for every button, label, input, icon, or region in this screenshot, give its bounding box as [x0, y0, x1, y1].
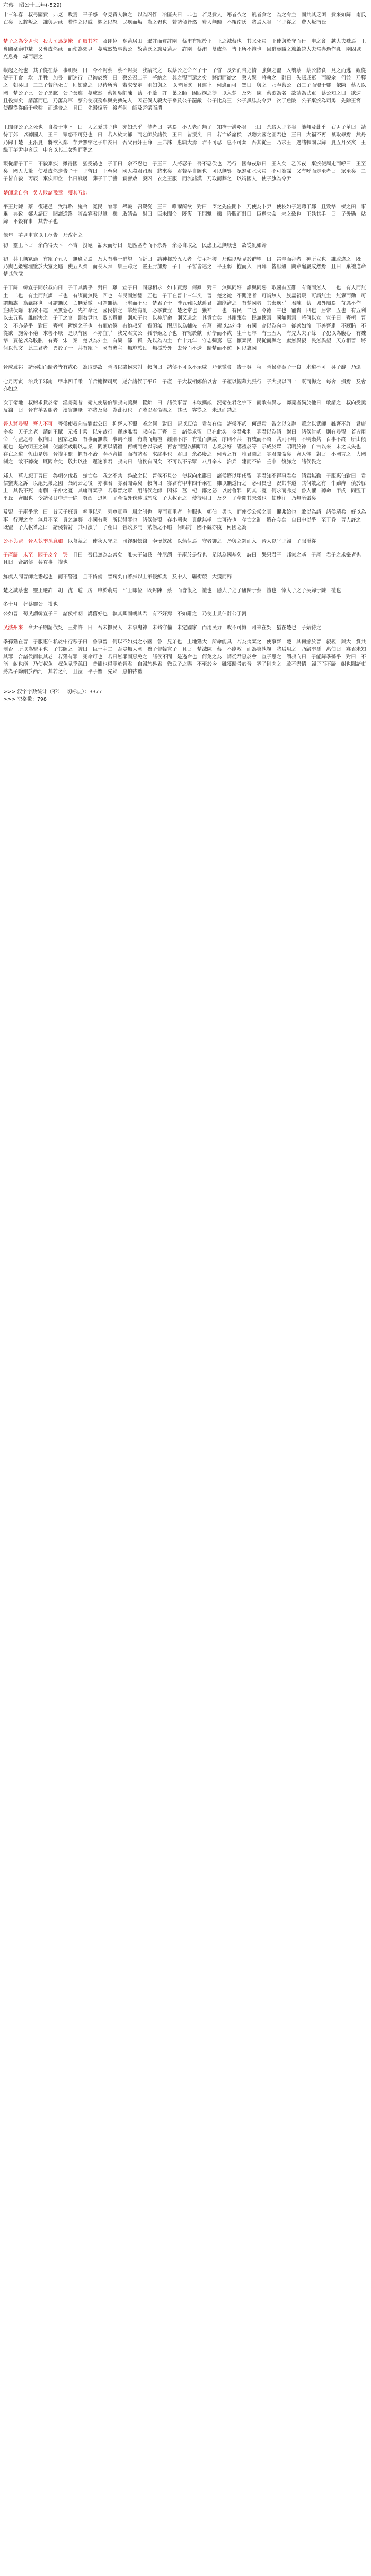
highlighted-text: 公不與盟 晉人執季孫意如 [3, 538, 68, 544]
paragraph [3, 587, 368, 595]
paragraph [3, 364, 368, 372]
paragraph [3, 38, 368, 61]
highlighted-text: 子產歸 未至 聞子皮卒 哭 [3, 552, 73, 559]
paragraph [3, 190, 368, 197]
document-body [3, 12, 371, 676]
paragraph-text: 觀從謂子干曰 不殺棄疾 雖得國 猶受禍也 子干曰 余不忍也 子玉曰 人將忍子 吾不忍俟也 乃行 國每夜駭曰 王入矣 乙卯夜 棄疾使周走而呼曰 王至矣 國人大驚 使蔓成然走告子干 子皙曰 王至矣 國人殺君司馬 將來矣 君若早自圖也 可以無辱 眾怒如水火焉 不可為謀 又有呼而走至者曰 眾至矣 二子皆自殺 丙辰 棄疾即位 名曰熊居 葬子干于訾 實訾敖 殺囚 衣之王服 而流諸漢 乃取而葬之 以靖國人 使子旗為令尹 [3, 161, 366, 182]
paragraph [3, 601, 368, 608]
paragraph-text: 季孫猶在晉 子服惠伯私於中行穆子曰 魯事晉 何以不如夷之小國 魯 兄弟也 土地猶大 所命能具 若為夷棄之 使事齊 楚 其何瘳於晉 親親 與大 賞共 罰否 所以為盟主也 子其圖之 諺曰 臣一主二 吾豈無大國 穆子告韓宣子 且曰 楚滅陳 蔡 不能救 而為夷執親 將焉用之 乃歸季孫 惠伯曰 寡君未知其罪 合諸侯而執其老 若猶有罪 死命可也 若曰無罪而惠免之 諸侯不聞 是逃命也 何免之為 請從君惠於會 宣子患之 謂叔向曰 子能歸季孫乎 對曰 不能 鮒也能 乃使叔魚 叔魚見季孫曰 昔鮒也得罪於晉君 自歸於魯君 微武子之賜 不至於今 雖獲歸骨於晉 猶子則肉之 敢不盡情 歸子而不歸 鮒也聞諸吏 將為子除館於西河 其若之何 且泣 平子懼 先歸 惠伯待禮 [3, 639, 371, 675]
paragraph-text: 十三年春 叔弓圍費 弗克 敗焉 平子怒 令見費人執之 以為囚俘 冶區夫曰 非也 若見費人 寒者衣之 飢者食之 為之令主 而共其乏困 費來如歸 南氏亡矣 民將叛之 誰與居邑 若憚之以威 懼之以怒 民疾而叛 為之聚也 若諸侯皆然 費人無歸 不親南氏 將焉入矣 平子從之 費人叛南氏 [3, 12, 366, 26]
paragraph-text: 冬十月 葬蔡靈公 禮也 [3, 601, 58, 607]
paragraph-text: 晉侯使叔向告劉獻公曰 抑齊人不盟 若之何 對曰 盟以厎信 君苟有信 諸侯不貳 何患焉 告之以文辭 董之以武師 雖齊不許 君庸多矣 天子之老 請帥王賦 元戎十乘 以先啟行 遲速唯君 叔向告于齊 曰 諸侯求盟 已在此矣 今君弗利 寡君以為請 對曰 諸侯討貳 則有尋盟 若皆用命 何盟之尋 叔向曰 國家之敗 有事而無業 事則不經 有業而無禮 經則不序 有禮而無威 序則不共 有威而不昭 共則不明 不明棄共 百事不終 所由傾覆也 是故明王之制 使諸侯歲聘以志業 間朝以講禮 再朝而會以示威 再會而盟以顯昭明 志業於好 講禮於等 示威於眾 昭明於神 自古以來 未之或失也 存亡之道 恆由是興 晉禮主盟 懼有不治 奉承齊犧 而布諸君 求終事也 君曰 余必廢之 何齊之有 唯君圖之 寡君聞命矣 齊人懼 對曰 小國言之 大國制之 敢不聽從 既聞命矣 敬共以往 遲速唯君 叔向曰 諸侯有間矣 不可以不示眾 八月辛未 治兵 建而不旆 壬申 復旆之 諸侯畏之 [3, 421, 366, 465]
paragraph [3, 509, 368, 532]
paragraph [3, 12, 368, 27]
paragraph [3, 538, 368, 545]
space-count-value: 798 [37, 696, 47, 702]
paragraph-text: 子干歸 韓宣子問於叔向曰 子干其濟乎 對曰 難 宣子曰 同惡相求 如市賈焉 何難 對曰 無與同好 誰與同惡 取國有五難 有寵而無人 一也 有人而無主 二也 有主而無謀 三也 有謀而無民 四也 有民而無德 五也 子干在晉十三年矣 晉 楚之從 不聞達者 可謂無人 族盡親叛 可謂無主 無釁而動 可謂無謀 為羈終世 可謂無民 亡無愛徵 可謂無德 王虐而不忌 楚君子干 涉五難以弒舊君 誰能濟之 有楚國者 其棄疾乎 君陳 蔡 城外屬焉 苛慝不作 盜賊伏隱 私欲不違 民無怨心 先神命之 國民信之 羋姓有亂 必季實立 楚之常也 獲神 一也 有民 二也 令德 三也 寵貴 四也 居常 五也 有五利以去五難 誰能害之 子干之官 則右尹也 數其貴寵 則庶子也 以神所命 則又遠之 其貴亡矣 其寵棄矣 民無懷焉 國無與焉 將何以立 宣子曰 齊桓 晉文 不亦是乎 對曰 齊桓 衛姬之子也 有寵於僖 有鮑叔牙 賓須無 隰朋以為輔佐 有莒 衛以為外主 有國 高以為內主 從善如流 下善齊肅 不藏賄 不從欲 施舍不倦 求善不厭 是以有國 不亦宜乎 我先君文公 狐季姬之子也 有寵於獻 好學而不貳 生十七年 有士五人 有先大夫子餘 子犯以為腹心 有魏犨 賈佗以為股肱 有齊 宋 秦 楚以為外主 有欒 郤 狐 先以為內主 亡十九年 守志彌篤 惠 懷棄民 民從而與之 獻無異親 民無異望 天方相晉 將何以代文 此二君者 異於子干 共有寵子 國有奧主 無施於民 無援於外 去晉而不送 歸楚而不逆 何以冀國 [3, 285, 366, 352]
paragraph [3, 232, 368, 240]
paragraph-text: 王聞群公子之死也 自投于車下 曰 人之愛其子也 亦如余乎 侍者曰 甚焉 小人老而無子 知擠于溝壑矣 王曰 余殺人子多矣 能無及此乎 右尹子革曰 請待于郊 以聽國人 王曰 眾怒不可犯也 曰 若入於大都 而乞師於諸侯 王曰 皆叛矣 曰 若亡於諸侯 以聽大國之圖君也 王曰 大福不再 祇取辱焉 然丹乃歸于楚 王沿夏 將欲入鄢 芋尹無宇之子申亥曰 吾父再奸王命 王弗誅 惠孰大焉 君不可忍 惠不可棄 吾其從王 乃求王 遇諸棘闈以歸 夏五月癸亥 王縊于芋尹申亥氏 申亥以其二女殉而葬之 [3, 125, 366, 153]
paragraph-text: 及盟 子產爭承 曰 昔天子班貢 輕重以列 列尊貢重 周之制也 卑而貢重者 甸服也 鄭伯 男也 而使從公侯之貢 懼弗給也 敢以為請 諸侯靖兵 好以為事 行理之命 無月不至 貢之無藝 小國有闕 所以得罪也 諸侯修盟 存小國也 貢獻無極 亡可待也 存亡之制 將在今矣 自日中以爭 至于昏 晉人許之 既盟 子大叔咎之曰 諸侯若討 其可瀆乎 子產曰 晉政多門 貳偷之不暇 何暇討 國不競亦陵 何國之為 [3, 509, 366, 531]
paragraph [3, 624, 368, 632]
paragraph-text: 楚之滅蔡也 靈王遷許 胡 沈 道 房 申於荊焉 平王即位 既封陳 蔡 而皆復之 禮也 隱大子之子廬歸于蔡 禮也 悼大子之子吳歸于陳 禮也 [3, 587, 341, 594]
paragraph-text: 晉成虒祁 諸侯朝而歸者皆有貳心 為取郠故 晉將以諸侯來討 叔向曰 諸侯不可以不示威 乃並徵會 告于吳 秋 晉侯會吳子于良 水道不可 吳子辭 乃還 [3, 365, 361, 371]
space-count-label: >>> 空格数： [3, 696, 38, 702]
paragraph-text: 初 共王無冢適 有寵子五人 無適立焉 乃大有事于群望 而祈曰 請神擇於五人者 使主社稷 乃偏以璧見於群望 曰 當璧而拜者 神所立也 誰敢違之 既 乃與巴姬密埋璧於大室之庭 使五人齊 而長入拜 康王跨之 靈王肘加焉 子干 子皙皆遠之 平王弱 抱而入 再拜 皆厭紐 鬬韋龜屬成然焉 且曰 棄禮違命 楚其危哉 [3, 256, 371, 278]
paragraph-text: 且曰 吾已無為為善矣 唯夫子知我 仲尼謂 子產於是行也 足以為國基矣 詩曰 樂只君子 邦家之基 子產 君子之求樂者也 且曰 合諸侯 藝貢事 禮也 [3, 552, 366, 566]
paragraph [3, 574, 368, 581]
char-count-value: 3377 [89, 689, 102, 695]
paragraph-text: 邾人 莒人愬于晉曰 魯朝夕伐我 幾亡矣 我之不共 魯故之以 晉侯不見公 使叔向來辭曰 諸侯將以甲戌盟 寡君知不得事君矣 請君無勤 子服惠伯對曰 君信蠻夷之訴 以絕兄弟之國 棄周公之後 亦唯君 寡君聞命矣 叔向曰 寡君有甲車四千乘在 雖以無道行之 必可畏也 況其率道 其何敵之有 牛雖瘠 僨於豚上 其畏不死 南蒯 子仲之憂 其庸可棄乎 若奉晉之眾 用諸侯之師 因邾 莒 杞 鄫之怒 以討魯罪 間其二憂 何求而弗克 魯人懼 聽命 甲戌 同盟于平丘 齊服也 令諸侯日中造于除 癸酉 退朝 子產命外僕速張於除 子大叔止之 使待明日 及夕 子產聞其未張也 使速往 乃無所張矣 [3, 473, 366, 502]
paragraph [3, 378, 371, 393]
paragraph-text: 以幕蒙之 使狄人守之 司鐸射懷錦 奉壺飲冰 以蒲伏焉 守者御之 乃與之錦而入 晉人以平子歸 子服湫從 [67, 538, 316, 544]
paragraph [3, 611, 368, 618]
paragraph [3, 473, 368, 503]
paragraph-text: 七月丙寅 治兵于邾南 甲車四千乘 羊舌鮒攝司馬 遂合諸侯于平丘 子產 子大叔相鄭伯以會 子產以幄幕九張行 子大叔以四十 既而悔之 每舍 損焉 及會 亦如之 [3, 378, 371, 392]
paragraph [3, 285, 368, 352]
highlighted-text: 楚子之為令尹也 殺大司馬薳掩 而取其室 [3, 39, 103, 45]
paragraph-text: 平王封陳 蔡 復遷邑 致群賂 施舍 寬民 宥罪 舉職 召觀從 王曰 唯爾所欲 對曰 臣之先佐開卜 乃使為卜尹 使枝如子躬聘于鄭 且致犨 櫟之田 事畢 弗致 鄭人請曰 聞諸道路 將命寡君以犨 櫟 敢請命 對曰 臣未聞命 既復 王問犨 櫟 降服而對曰 臣過失命 未之致也 王執其手 曰 子毋勤 姑歸 不穀有事 其告子也 [3, 204, 366, 225]
paragraph-text: 令尹子期請伐吳 王弗許 曰 吾未撫民人 未事鬼神 未脩守備 未定國家 而用民力 敗不可悔 州來在吳 猶在楚也 子姑待之 [28, 625, 322, 631]
paragraph [3, 124, 368, 154]
document-title: 左傳 昭公十三年(-529) [3, 3, 62, 8]
paragraph [3, 400, 368, 414]
paragraph-text: 觀起之死也 其子從在蔡 事朝吳 曰 今不封蔡 蔡不封矣 我請試之 以蔡公之命召子干 子皙 及郊而告之情 強與之盟 入襲蔡 蔡公將食 見之而逃 觀從使子干食 坎 用牲 加書 而速行 己徇於蔡 曰 蔡公召二子 將納之 與之盟而遣之矣 將師而從之 蔡人聚 將執之 辭曰 失賊成軍 而殺余 何益 乃釋之 朝吳曰 二三子若能死亡 則如違之 以待所濟 若求安定 則如與之 以濟所欲 且違上 何適而可 眾曰 與之 乃奉蔡公 召二子而盟于鄧 依陳 蔡人以國 楚公子比 公子黑肱 公子棄疾 蔓成然 蔡朝吳帥陳 蔡 不羹 許 葉之師 因四族之徒 以入楚 及郊 陳 蔡欲為名 故請為武軍 蔡公知之曰 欲速 且役病矣 請藩而已 乃藩為軍 蔡公使須務牟與史猈先入 因正僕人殺大子祿及公子罷敵 公子比為王 公子黑肱為令尹 次于魚陂 公子棄疾為司馬 先除王宮 使觀從從師于乾谿 而遂告之 且曰 先歸復所 後者劓 師及訾梁而潰 [3, 68, 366, 112]
paragraph [3, 242, 368, 250]
paragraph-text: 他年 芋尹申亥以王柩告 乃改葬之 [3, 233, 83, 239]
paragraph [3, 67, 368, 112]
paragraph [3, 161, 368, 183]
highlighted-text: 吳滅州來 [3, 625, 28, 631]
char-count-label: >>> 汉字字数统计（不计一切标点）： [3, 689, 90, 695]
paragraph-text: 初 靈王卜曰 余尚得天下 不吉 投龜 詬天而呼曰 是區區者而不余畀 余必自取之 民患王之無厭也 故從亂如歸 [3, 242, 267, 249]
stats-block [3, 689, 368, 703]
paragraph [3, 421, 368, 466]
space-count-line [3, 696, 368, 703]
char-count-line [3, 689, 368, 696]
paragraph-text: 次于衛地 叔鮒求貨於衛 淫芻蕘者 衛人使屠伯饋叔向羹與一篋錦 曰 諸侯事晉 未敢攜貳 況衛在君之宇下 而敢有異志 芻蕘者異於他日 敢請之 叔向受羹反錦 曰 晉有羊舌鮒者 瀆貨無厭 亦將及矣 為此役也 子若以君命賜之 其已 客從之 未退而禁之 [3, 400, 366, 414]
paragraph-text: 及即位 奪薳居田 遷許而質許圍 蔡洧有寵於王 王之滅蔡也 其父死焉 王使與於守而行 申之會 越大夫戮焉 王奪鬬韋龜中犨 又奪成然邑 而使為郊尹 蔓成然故事蔡公 故薳氏之族及薳居 許圍 蔡洧 蔓成然 皆王所不禮也 因群喪職之族啟越大夫常壽過作亂 圍固城 克息舟 城而居之 [3, 39, 366, 60]
paragraph-text: 鮮虞人聞晉師之悉起也 而不警邊 且不脩備 晉荀吳自著雍以上軍侵鮮虞 及中人 驅衝競 大獲而歸 [3, 574, 232, 580]
paragraph [3, 639, 371, 676]
paragraph-text: 公如晉 荀吳謂韓宣子曰 諸侯相朝 講舊好也 執其卿而朝其君 有不好焉 不如辭之 乃使士景伯辭公于河 [3, 611, 247, 617]
highlighted-text: 晉人將尋盟 齊人不可 [3, 421, 58, 428]
highlighted-text: 楚師還自徐 吳人敗諸豫章 獲其五帥 [3, 190, 88, 196]
paragraph [3, 204, 368, 226]
paragraph [3, 552, 368, 567]
paragraph [3, 256, 371, 279]
